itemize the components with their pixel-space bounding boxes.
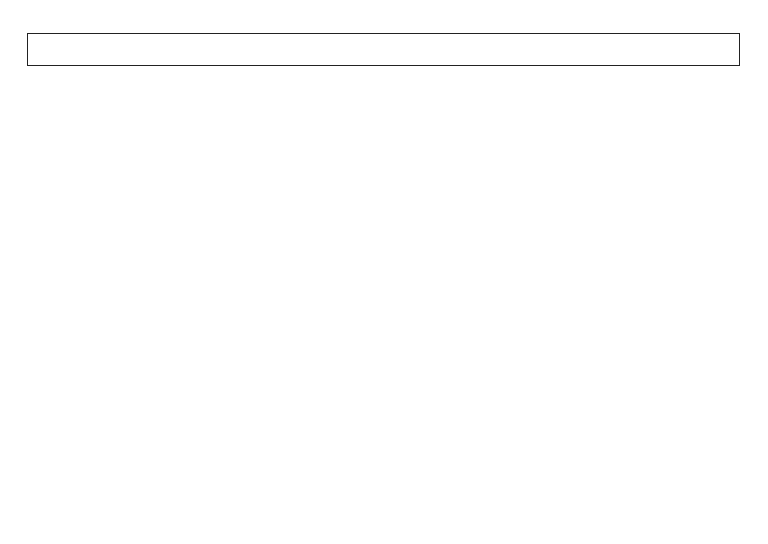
table-title bbox=[28, 34, 740, 66]
pressure-equivalence-table bbox=[27, 33, 740, 66]
pressure-table-sheet bbox=[27, 33, 739, 66]
